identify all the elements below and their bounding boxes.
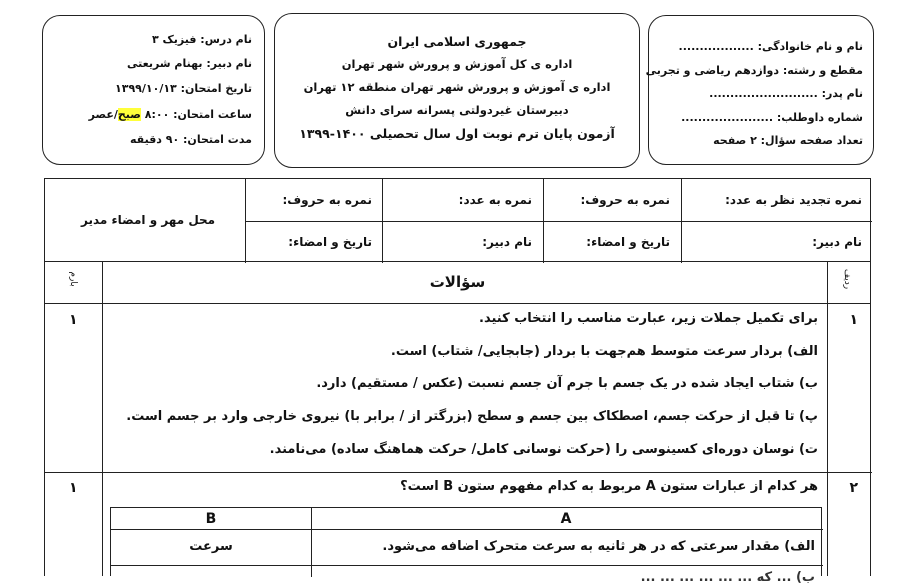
grade-in-letters-2: نمره به حروف: (282, 193, 372, 207)
question-score: ۱ (69, 312, 78, 328)
grade-section (44, 178, 871, 262)
divider (245, 221, 872, 222)
seat-number-line: شماره داوطلب: ...................... (681, 111, 863, 124)
question-prompt: هر کدام از عبارات ستون A مربوط به کدام مفهوم ستون B است؟ (400, 479, 818, 494)
matching-item-a: الف) مقدار سرعتی که در هر ثانیه به سرعت متحرک اضافه می‌شود. (382, 539, 815, 554)
exam-duration: مدت امتحان: ۹۰ دقیقه (130, 133, 252, 146)
divider (102, 304, 103, 576)
education-office-line: اداره ی کل آموزش و پرورش شهر تهران (341, 57, 573, 71)
grade-in-number: نمره به عدد: (458, 193, 532, 207)
school-info-box (274, 13, 640, 168)
matching-table (110, 507, 822, 585)
exam-time-suffix: /عصر (88, 108, 118, 121)
school-name: دبیرستان غیردولتی پسرانه سرای دانش (345, 103, 569, 117)
question-item: ب) شتاب ایجاد شده در یک جسم با جرم آن جسم نسبت (عکس / مستقیم) دارد. (316, 376, 818, 391)
course-name: نام درس: فیزیک ۳ (151, 33, 252, 46)
divider (382, 179, 383, 263)
grade-in-letters-1: نمره به حروف: (580, 193, 670, 207)
divider (543, 179, 544, 263)
exam-time (89, 108, 252, 121)
row-column-header: ردیف (842, 268, 852, 290)
question-number: ۲ (849, 480, 858, 496)
questions-column-header: سؤالات (429, 273, 486, 291)
divider (111, 529, 823, 530)
education-district-line: اداره ی آموزش و پرورش شهر تهران منطقه ۱۲ تهران (303, 80, 611, 94)
matching-item-a: ب) ... که ... ... ... ... ... ... (640, 570, 815, 585)
score-column-header: بارم (68, 271, 78, 287)
question-item: ت) نوسان دوره‌ای کسینوسی را (حرکت نوسانی کامل/ حرکت هماهنگ ساده) می‌نامند. (269, 442, 818, 457)
divider (827, 304, 828, 576)
country-title: جمهوری اسلامی ایران (387, 34, 527, 49)
column-b-header: B (205, 511, 217, 527)
matching-item-b: سرعت (189, 539, 233, 554)
exam-time-prefix: ساعت امتحان: ۸:۰۰ (144, 108, 252, 121)
question-prompt: برای تکمیل جملات زیر، عبارت مناسب را انتخاب کنید. (479, 311, 818, 326)
page-count-line: تعداد صفحه سؤال: ۲ صفحه (713, 134, 863, 147)
date-signature-field-1: تاریخ و امضاء: (586, 235, 670, 249)
exam-info-box (42, 15, 265, 165)
question-score: ۱ (69, 480, 78, 496)
student-info-box (645, 15, 874, 165)
question-number: ۱ (849, 312, 858, 328)
divider (681, 179, 682, 263)
divider (111, 565, 823, 566)
teacher-name: نام دبیر: بهنام شریعتی (126, 57, 252, 70)
student-name-line: نام و نام خانوادگی: .................. (678, 40, 863, 53)
review-grade-number: نمره تجدید نظر به عدد: (725, 193, 862, 207)
column-a-header: A (560, 511, 572, 527)
exam-date: تاریخ امتحان: ۱۳۹۹/۱۰/۱۳ (115, 82, 252, 95)
date-signature-field-2: تاریخ و امضاء: (288, 235, 372, 249)
questions-table-header (44, 262, 871, 304)
principal-stamp-area: محل مهر و امضاء مدیر (81, 213, 216, 227)
exam-title: آزمون پایان ترم نوبت اول سال تحصیلی ۱۴۰۰-۱۳۹۹ (299, 126, 615, 141)
teacher-name-field-1: نام دبیر: (812, 235, 862, 249)
question-item: الف) بردار سرعت متوسط هم‌جهت با بردار (جابجایی/ شتاب) است. (390, 344, 818, 359)
exam-time-morning: صبح (117, 108, 141, 121)
row-divider (45, 472, 872, 473)
student-grade-field: مقطع و رشته: دوازدهم ریاضی و تجربی (645, 64, 863, 77)
teacher-name-field-2: نام دبیر: (482, 235, 532, 249)
father-name-line: نام پدر: .......................... (709, 87, 863, 100)
question-item: پ) تا قبل از حرکت جسم، اصطکاک بین جسم و سطح (بزرگتر از / برابر با) نیروی خارجی وارد بر جسم است. (126, 409, 818, 424)
